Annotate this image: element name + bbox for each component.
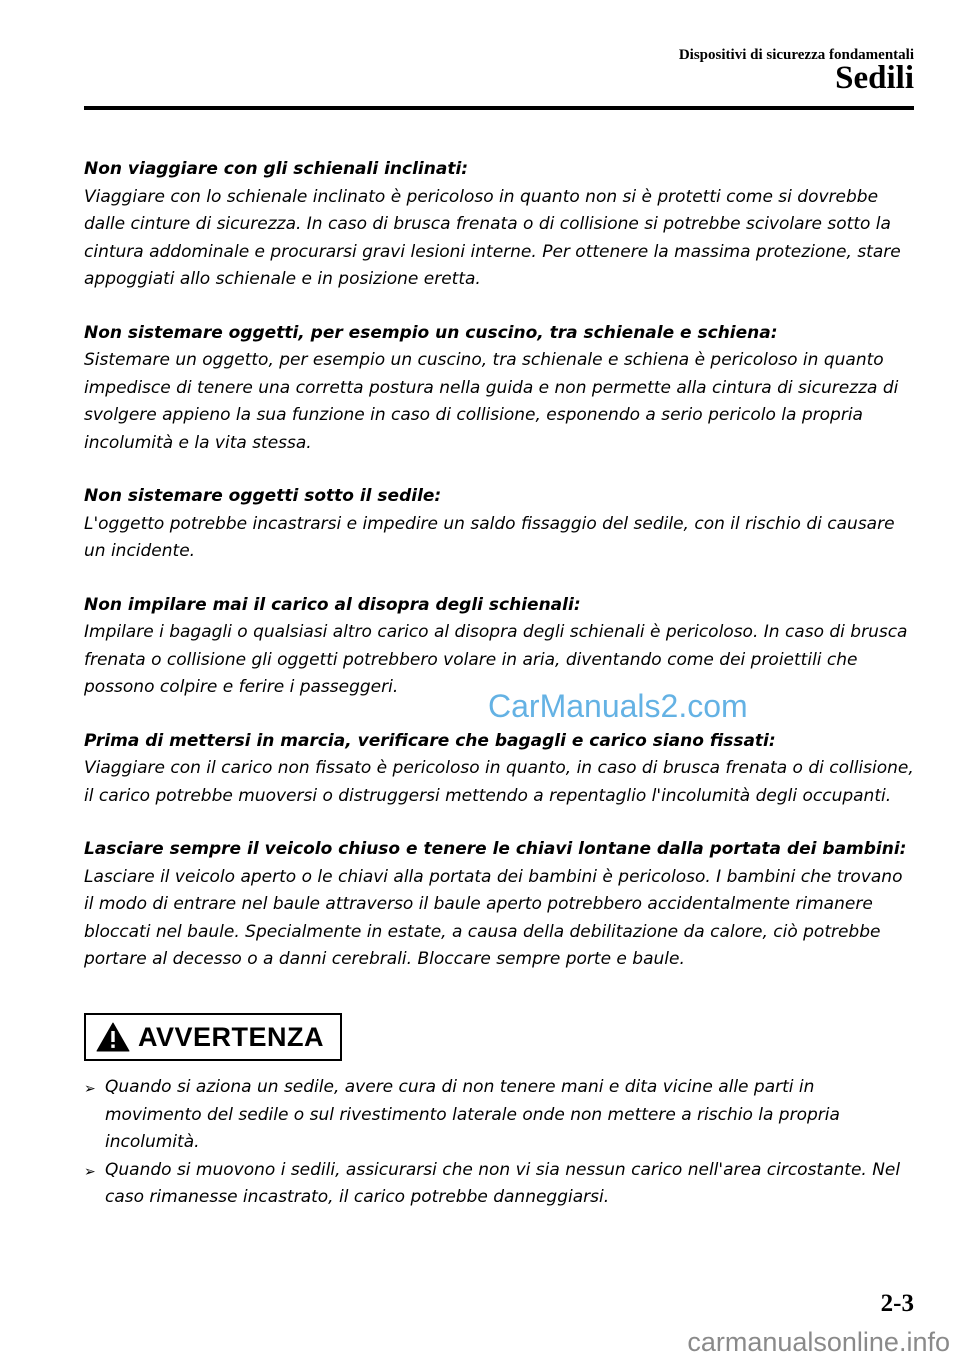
section-secure-luggage [84, 728, 914, 811]
section-body: Viaggiare con lo schienale inclinato è pericoloso in quanto non si è protetti come si dovrebbe dalle cinture di sicurezza. In caso di brusca frenata o di collisione si potrebbe scivolare sotto la cintura addominale e procurarsi gravi lesioni interne. Per ottenere la massima protezione, stare appoggiati allo schienale e in posizione eretta. [84, 186, 901, 289]
section-under-seat [84, 483, 914, 566]
list-item [84, 1157, 914, 1212]
section-heading: Non impilare mai il carico al disopra degli schienali: [84, 594, 581, 615]
warning-triangle-icon [96, 1022, 130, 1052]
footer-watermark: carmanualsonline.info [687, 1327, 950, 1357]
page-number: 2-3 [880, 1290, 914, 1317]
arrow-bullet-icon: ➢ [84, 1081, 96, 1097]
section-heading: Non sistemare oggetti, per esempio un cuscino, tra schienale e schiena: [84, 322, 778, 343]
section-body: Impilare i bagagli o qualsiasi altro carico al disopra degli schienali è pericoloso. In caso di brusca frenata o collisione gli oggetti potrebbero volare in aria, diventando come dei proiettili che possono colpire e ferire i passeggeri. [84, 622, 908, 697]
warning-box [84, 1013, 342, 1061]
section-heading: Lasciare sempre il veicolo chiuso e tenere le chiavi lontane dalla portata dei bambini: [84, 839, 907, 859]
section-body: L'oggetto potrebbe incastrarsi e impedire un saldo fissaggio del sedile, con il rischio di causare un incidente. [84, 513, 895, 561]
bullet-text: Quando si muovono i sedili, assicurarsi che non vi sia nessun carico nell'area circostante. Nel caso rimanesse incastrato, il carico potrebbe danneggiarsi. [105, 1159, 901, 1207]
section-vehicle-locked [84, 836, 914, 974]
arrow-bullet-icon: ➢ [84, 1163, 96, 1180]
warning-bullet-list [84, 1074, 914, 1212]
section-body: Sistemare un oggetto, per esempio un cuscino, tra schienale e schiena è pericoloso in quanto impedisce di tenere una corretta postura nella guida e non permette alla cintura di sicurezza di svolgere appieno la sua funzione in caso di collisione, esponendo a serio pericolo la propria incolumità e la vita stessa. [84, 350, 899, 453]
section-reclined-seatbacks [84, 156, 914, 294]
list-item [84, 1074, 914, 1157]
section-stacking-cargo [84, 592, 914, 702]
bullet-text: Quando si aziona un sedile, avere cura di non tenere mani e dita vicine alle parti in movimento del sedile o sul rivestimento laterale onde non mettere a rischio la propria incolumità. [105, 1077, 840, 1152]
content-body [84, 156, 914, 1000]
section-body: Lasciare il veicolo aperto o le chiavi alla portata dei bambini è pericoloso. I bambini che trovano il modo di entrare nel baule attraverso il baule aperto potrebbero accidentalmente rimanere bloccati nel baule. Specialmente in estate, a causa della debilitazione da calore, ciò potrebbe portare al decesso o a danni cerebrali. Bloccare sempre porte e baule. [84, 866, 903, 969]
warning-label: AVVERTENZA [138, 1021, 325, 1052]
section-cushion [84, 320, 914, 458]
watermark: CarManuals2.com [488, 688, 748, 724]
section-body: Viaggiare con il carico non fissato è pericoloso in quanto, in caso di brusca frenata o di collisione, il carico potrebbe muoversi o distruggersi mettendo a repentaglio l'incolumità degli occupanti. [84, 758, 914, 806]
page-title: Sedili [835, 60, 914, 96]
header-divider [84, 106, 914, 110]
section-heading: Non viaggiare con gli schienali inclinati: [84, 159, 469, 179]
section-heading: Non sistemare oggetti sotto il sedile: [84, 486, 442, 506]
section-heading: Prima di mettersi in marcia, verificare che bagagli e carico siano fissati: [84, 730, 776, 751]
header-section-label: Dispositivi di sicurezza fondamentali [678, 47, 914, 63]
